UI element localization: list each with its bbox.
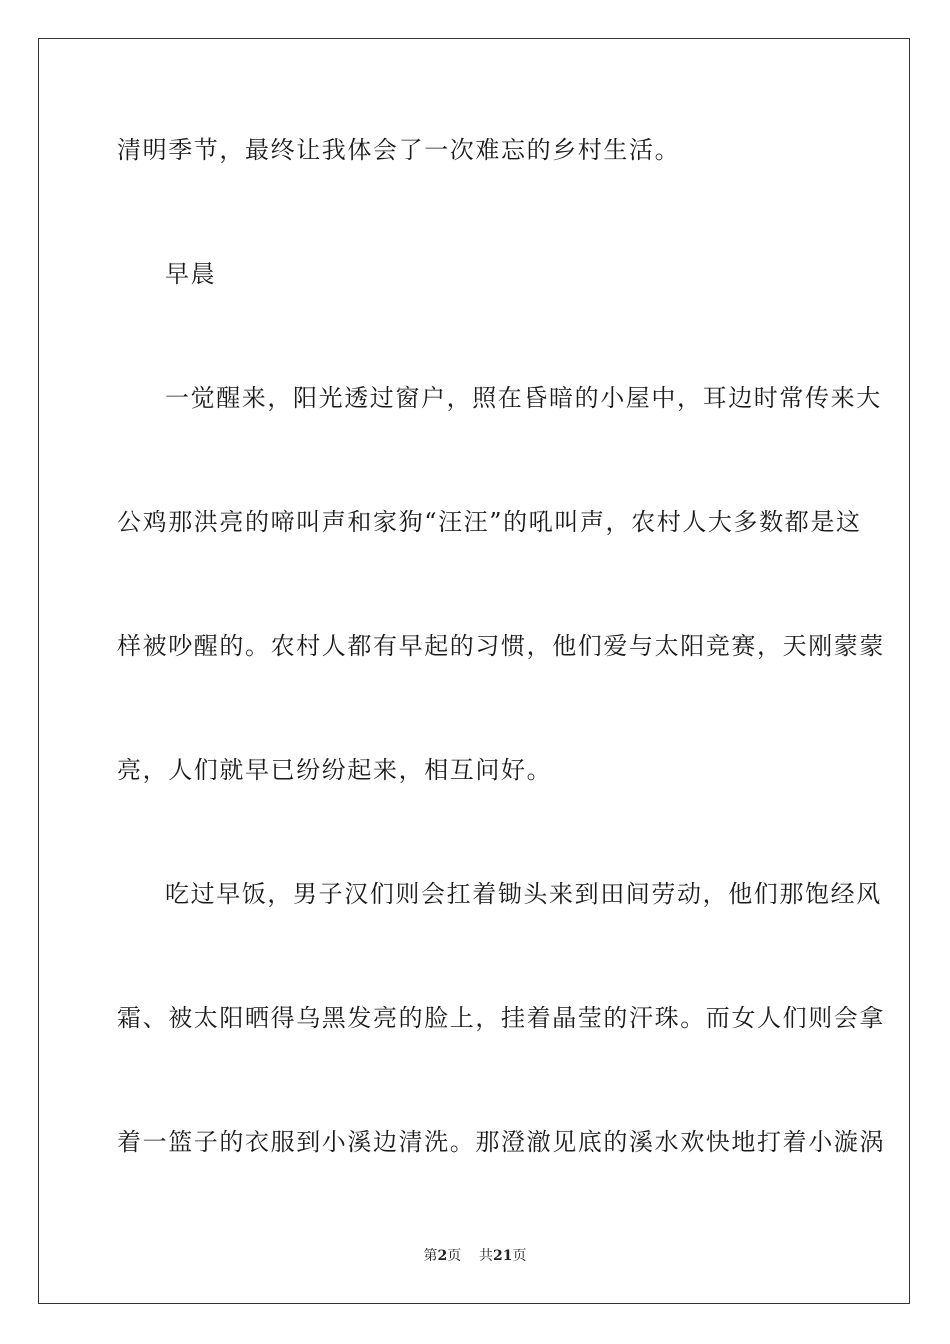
page-suffix: 页	[447, 1248, 462, 1264]
paragraph-line-8: 着一篮子的衣服到小溪边清洗。那澄澈见底的溪水欢快地打着小漩涡	[117, 1128, 885, 1156]
page-number: 2	[437, 1248, 448, 1264]
paragraph-line-2: 一觉醒来，阳光透过窗户，照在昏暗的小屋中，耳边时常传来大	[165, 384, 882, 412]
total-pages: 21	[493, 1248, 513, 1264]
paragraph-line-7: 霜、被太阳晒得乌黑发亮的脸上，挂着晶莹的汗珠。而女人们则会拿	[117, 1004, 885, 1032]
paragraph-line-4: 样被吵醒的。农村人都有早起的习惯，他们爱与太阳竞赛，天刚蒙蒙	[117, 632, 885, 660]
section-heading-morning: 早晨	[165, 260, 217, 288]
page-footer	[0, 1247, 950, 1265]
paragraph-line-1: 清明季节，最终让我体会了一次难忘的乡村生活。	[117, 136, 681, 164]
page-border	[38, 38, 910, 1304]
total-prefix: 共	[479, 1248, 494, 1264]
page-prefix: 第	[423, 1248, 438, 1264]
total-suffix: 页	[512, 1248, 527, 1264]
paragraph-line-3: 公鸡那洪亮的啼叫声和家狗“汪汪”的吼叫声，农村人大多数都是这	[117, 508, 862, 536]
paragraph-line-6: 吃过早饭，男子汉们则会扛着锄头来到田间劳动，他们那饱经风	[165, 880, 882, 908]
paragraph-line-5: 亮，人们就早已纷纷起来，相互问好。	[117, 756, 553, 784]
